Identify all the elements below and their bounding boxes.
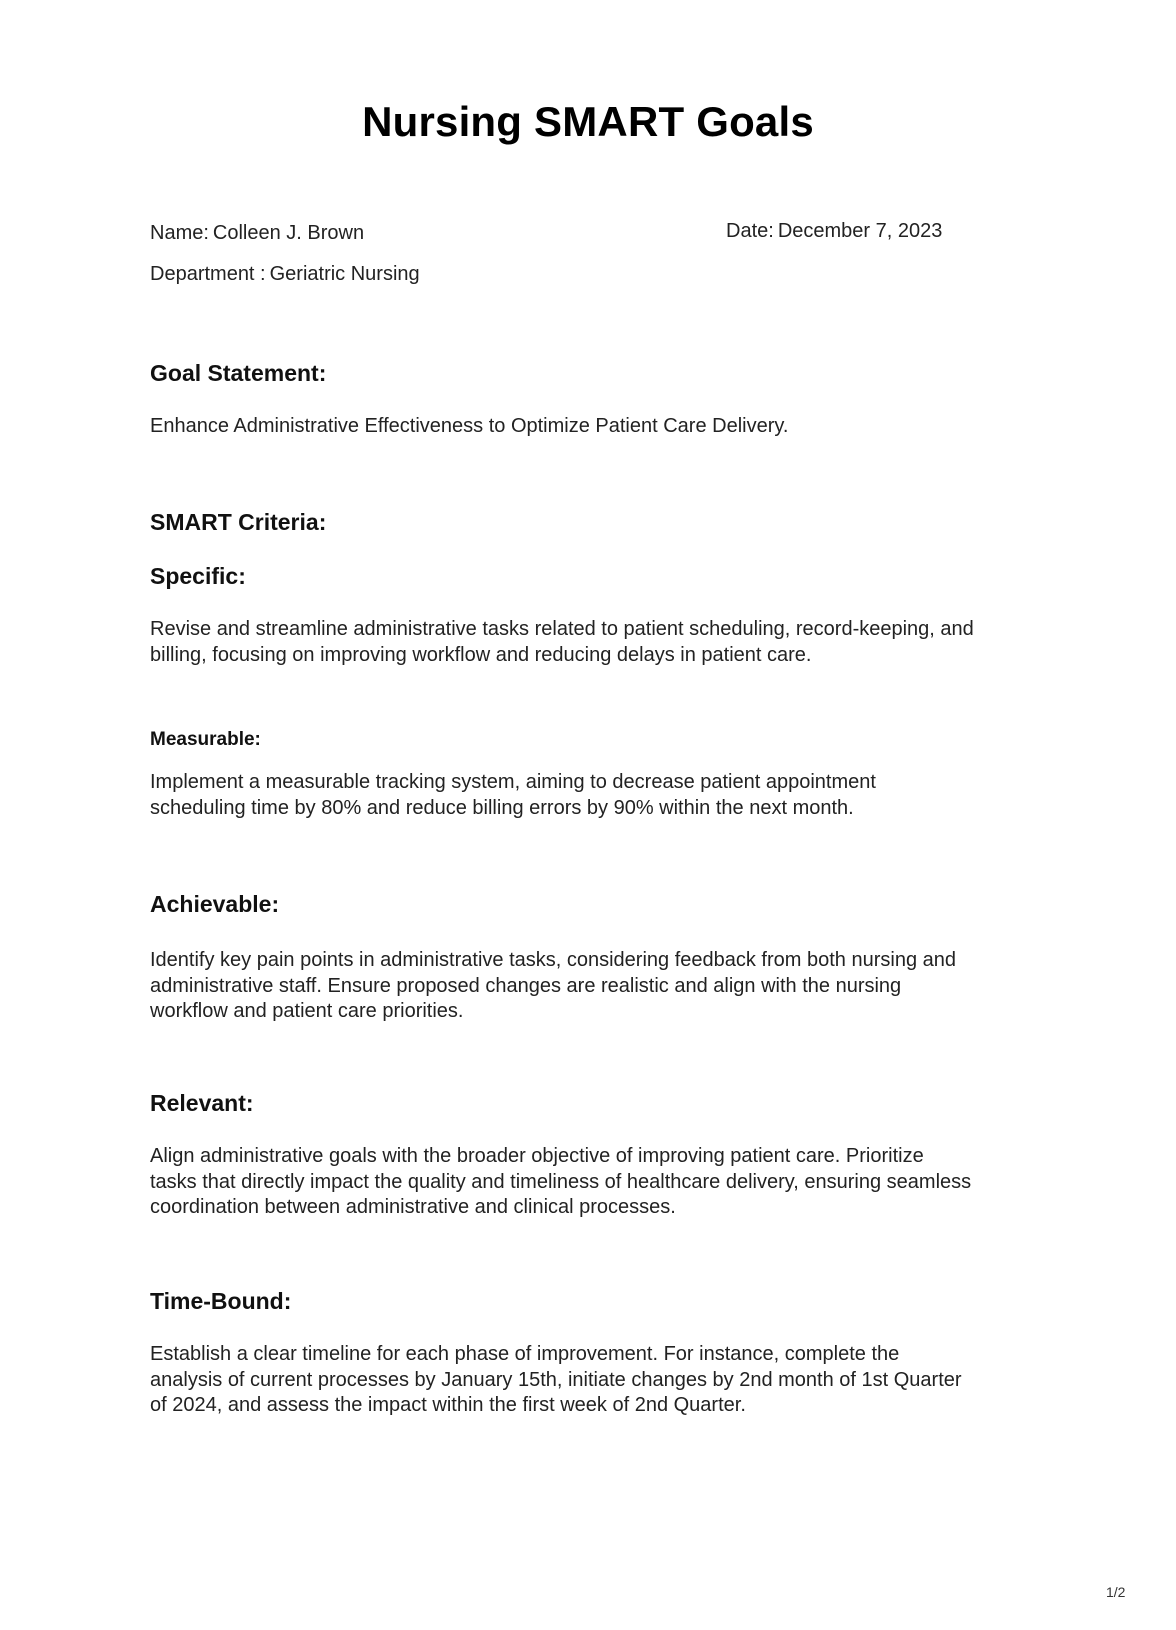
time-bound-line: Establish a clear timeline for each phase of improvement. For instance, complete the (150, 1343, 900, 1365)
measurable-text (150, 770, 1030, 821)
date-value: December 7, 2023 (777, 220, 943, 242)
department-label: Department : (150, 263, 266, 285)
date-label: Date: (726, 220, 774, 242)
specific-line: billing, focusing on improving workflow and reducing delays in patient care. (150, 643, 812, 666)
relevant-heading: Relevant: (150, 1090, 254, 1116)
measurable-line: scheduling time by 80% and reduce billing errors by 90% within the next month. (150, 796, 854, 819)
relevant-text (150, 1144, 1030, 1221)
relevant-line: tasks that directly impact the quality and timeliness of healthcare delivery, ensuring seamless (150, 1170, 972, 1193)
specific-heading: Specific: (150, 563, 246, 589)
name-value: Colleen J. Brown (212, 222, 365, 244)
achievable-heading: Achievable: (150, 891, 280, 917)
document-title: Nursing SMART Goals (362, 98, 814, 145)
time-bound-line: analysis of current processes by January 15th, initiate changes by 2nd month of 1st Quarter (150, 1368, 962, 1391)
time-bound-heading: Time-Bound: (150, 1288, 292, 1314)
measurable-heading: Measurable: (150, 729, 261, 750)
smart-criteria-heading: SMART Criteria: (150, 509, 327, 535)
achievable-text (150, 948, 1030, 1025)
date-field (726, 220, 942, 243)
relevant-line: Align administrative goals with the broader objective of improving patient care. Prioritize (150, 1145, 924, 1167)
name-label: Name: (150, 222, 209, 244)
specific-text (150, 617, 1030, 668)
goal-statement-heading: Goal Statement: (150, 360, 327, 386)
page-number: 1/2 (1106, 1584, 1126, 1600)
name-field (150, 222, 364, 245)
measurable-line: Implement a measurable tracking system, aiming to decrease patient appointment (150, 771, 876, 793)
achievable-line: Identify key pain points in administrative tasks, considering feedback from both nursing and (150, 949, 956, 971)
goal-statement-text: Enhance Administrative Effectiveness to Optimize Patient Care Delivery. (150, 415, 789, 437)
relevant-line: coordination between administrative and clinical processes. (150, 1196, 676, 1218)
achievable-line: administrative staff. Ensure proposed changes are realistic and align with the nursing (150, 974, 902, 997)
department-field (150, 263, 420, 286)
department-value: Geriatric Nursing (269, 263, 420, 285)
time-bound-line: of 2024, and assess the impact within the first week of 2nd Quarter. (150, 1394, 746, 1416)
time-bound-text (150, 1342, 1030, 1419)
specific-line: Revise and streamline administrative tasks related to patient scheduling, record-keeping, and (150, 618, 974, 640)
achievable-line: workflow and patient care priorities. (150, 1000, 464, 1022)
